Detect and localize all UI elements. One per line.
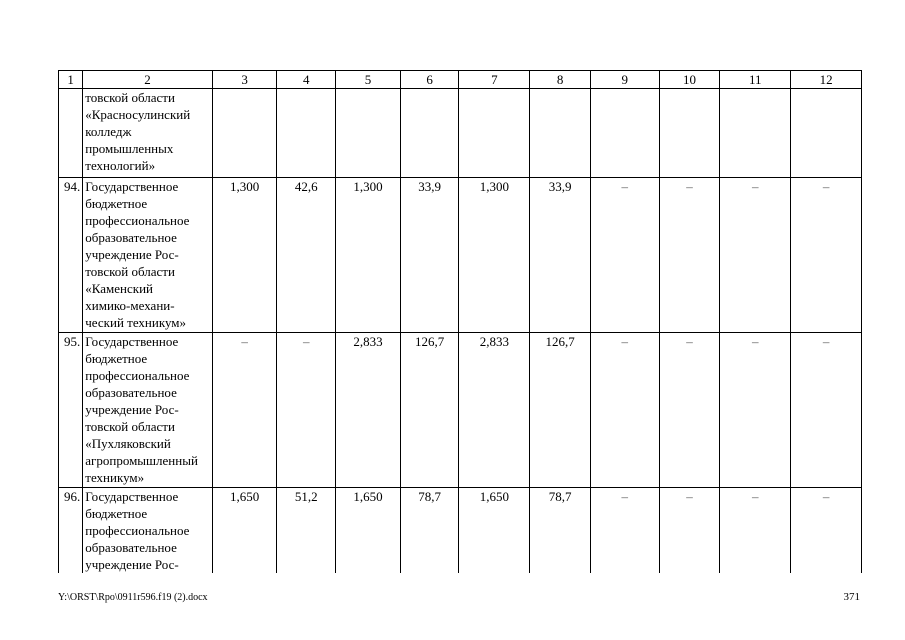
value-cell: 2,833 [336,333,401,488]
value-cell [530,89,591,178]
value-cell: – [791,488,862,574]
value-cell: – [659,488,720,574]
institution-name-cell: Государственное бюджетное профессиональное образовательное учреждение Рос- товской области «Каменский химико-механи- ческий техникум» [83,178,212,333]
value-cell: – [791,333,862,488]
value-cell: 2,833 [459,333,530,488]
value-cell: – [720,333,791,488]
column-header: 9 [590,71,659,89]
footer-file-path: Y:\ORST\Rpo\0911r596.f19 (2).docx [58,592,208,603]
column-header: 4 [277,71,336,89]
institution-name-cell: Государственное бюджетное профессиональное образовательное учреждение Рос- [83,488,212,574]
row-number-cell: 94. [59,178,83,333]
value-cell: 51,2 [277,488,336,574]
column-header: 12 [791,71,862,89]
table-row [59,178,862,333]
value-cell [212,89,277,178]
data-table [58,70,862,573]
value-cell: – [277,333,336,488]
value-cell: – [720,178,791,333]
value-cell: 33,9 [400,178,459,333]
value-cell: 1,300 [212,178,277,333]
value-cell: 78,7 [400,488,459,574]
institution-name-cell: Государственное бюджетное профессиональное образовательное учреждение Рос- товской области «Пухляковский агропромышленный техникум» [83,333,212,488]
value-cell: 126,7 [400,333,459,488]
value-cell: – [720,488,791,574]
value-cell [277,89,336,178]
value-cell: – [590,333,659,488]
value-cell: 42,6 [277,178,336,333]
row-number-cell [59,89,83,178]
column-header: 5 [336,71,401,89]
value-cell [459,89,530,178]
value-cell: 1,300 [459,178,530,333]
column-header: 3 [212,71,277,89]
row-number-cell: 96. [59,488,83,574]
column-header: 6 [400,71,459,89]
value-cell: – [791,178,862,333]
value-cell: – [212,333,277,488]
table-row [59,488,862,574]
column-header: 8 [530,71,591,89]
column-header: 11 [720,71,791,89]
column-header: 1 [59,71,83,89]
value-cell [720,89,791,178]
value-cell: 1,300 [336,178,401,333]
institution-name-cell: товской области «Красносулинский колледж промышленных технологий» [83,89,212,178]
value-cell [659,89,720,178]
value-cell: 1,650 [212,488,277,574]
table-row [59,333,862,488]
value-cell: 78,7 [530,488,591,574]
row-number-cell: 95. [59,333,83,488]
value-cell: – [590,178,659,333]
value-cell: 126,7 [530,333,591,488]
value-cell: – [659,333,720,488]
value-cell: 33,9 [530,178,591,333]
value-cell: 1,650 [336,488,401,574]
value-cell [590,89,659,178]
value-cell: 1,650 [459,488,530,574]
value-cell [791,89,862,178]
column-header: 2 [83,71,212,89]
header-row [59,71,862,89]
value-cell [336,89,401,178]
value-cell [400,89,459,178]
page-number: 371 [843,591,860,603]
column-header: 10 [659,71,720,89]
value-cell: – [590,488,659,574]
value-cell: – [659,178,720,333]
column-header: 7 [459,71,530,89]
table-row-continuation [59,89,862,178]
